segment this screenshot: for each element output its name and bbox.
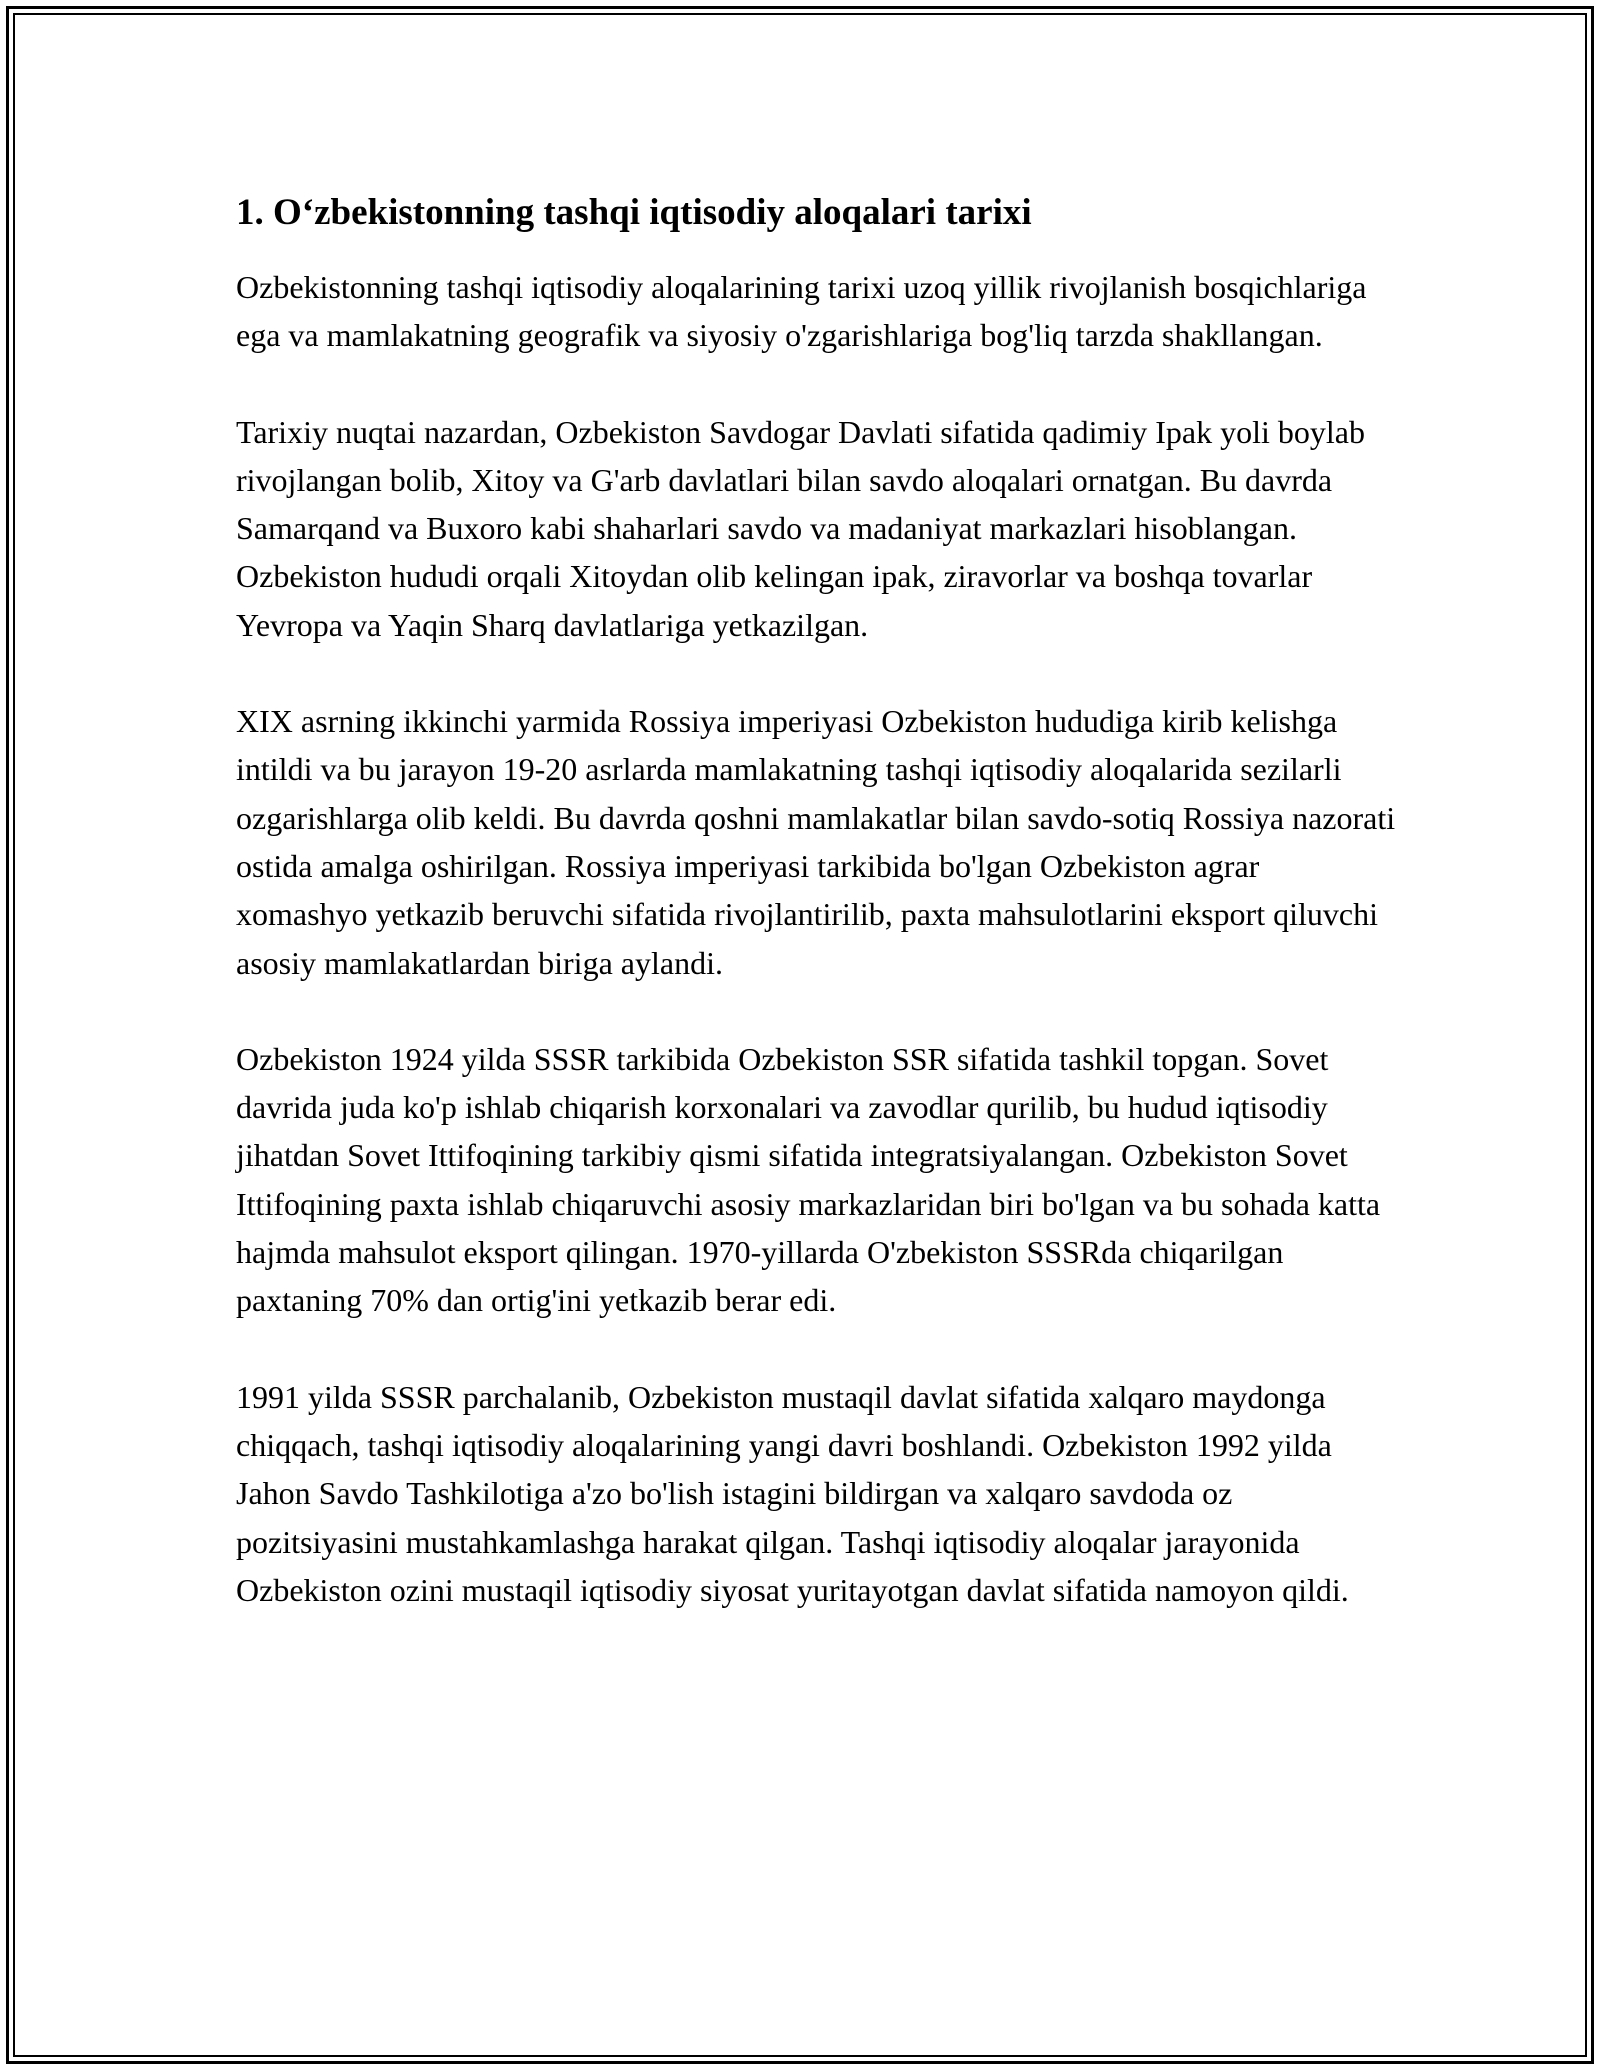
paragraph-5: 1991 yilda SSSR parchalanib, Ozbekiston mustaqil davlat sifatida xalqaro maydonga chiqqach, tashqi iqtisodiy aloqalarining yangi davri boshlandi. Ozbekiston 1992 yilda Jahon Savdo Tashkilotiga a'zo bo'lish istagini bildirgan va xalqaro savdoda oz pozitsiyasini mustahkamlashga harakat qilgan. Tashqi iqtisodiy aloqalar jarayonida Ozbekiston ozini mustaqil iqtisodiy siyosat yuritayotgan davlat sifatida namoyon qildi. — [236, 1378, 1349, 1608]
paragraph-2: Tarixiy nuqtai nazardan, Ozbekiston Savdogar Davlati sifatida qadimiy Ipak yoli boylab rivojlangan bolib, Xitoy va G'arb davlatlari bilan savdo aloqalari ornatgan. Bu davrda Samarqand va Buxoro kabi shaharlari savdo va madaniyat markazlari hisoblangan. Ozbekiston hududi orqali Xitoydan olib kelingan ipak, ziravorlar va boshqa tovarlar Yevropa va Yaqin Sharq davlatlariga yetkazilgan. — [236, 413, 1365, 643]
paragraph-3: XIX asrning ikkinchi yarmida Rossiya imperiyasi Ozbekiston hududiga kirib kelishga intildi va bu jarayon 19-20 asrlarda mamlakatning tashqi iqtisodiy aloqalarida sezilarli ozgarishlarga olib keldi. Bu davrda qoshni mamlakatlar bilan savdo-sotiq Rossiya nazorati ostida amalga oshirilgan. Rossiya imperiyasi tarkibida bo'lgan Ozbekiston agrar xomashyo yetkazib beruvchi sifatida rivojlantirilib, paxta mahsulotlarini eksport qiluvchi asosiy mamlakatlardan biriga aylandi. — [236, 703, 1396, 981]
paragraph-1: Ozbekistonning tashqi iqtisodiy aloqalarining tarixi uzoq yillik rivojlanish bosqichlariga ega va mamlakatning geografik va siyosiy o'zgarishlariga bog'liq tarzda shakllangan. — [236, 269, 1367, 354]
paragraph-4: Ozbekiston 1924 yilda SSSR tarkibida Ozbekiston SSR sifatida tashkil topgan. Sovet davrida juda ko'p ishlab chiqarish korxonalari va zavodlar qurilib, bu hudud iqtisodiy jihatdan Sovet Ittifoqining tarkibiy qismi sifatida integratsiyalangan. Ozbekiston Sovet Ittifoqining paxta ishlab chiqaruvchi asosiy markazlaridan biri bo'lgan va bu sohada katta hajmda mahsulot eksport qilingan. 1970-yillarda O'zbekiston SSSRda chiqarilgan paxtaning 70% dan ortig'ini yetkazib berar edi. — [236, 1040, 1381, 1319]
document-body — [236, 185, 1396, 1614]
section-heading: 1. O‘zbekistonning tashqi iqtisodiy aloqalari tarixi — [236, 192, 1032, 233]
